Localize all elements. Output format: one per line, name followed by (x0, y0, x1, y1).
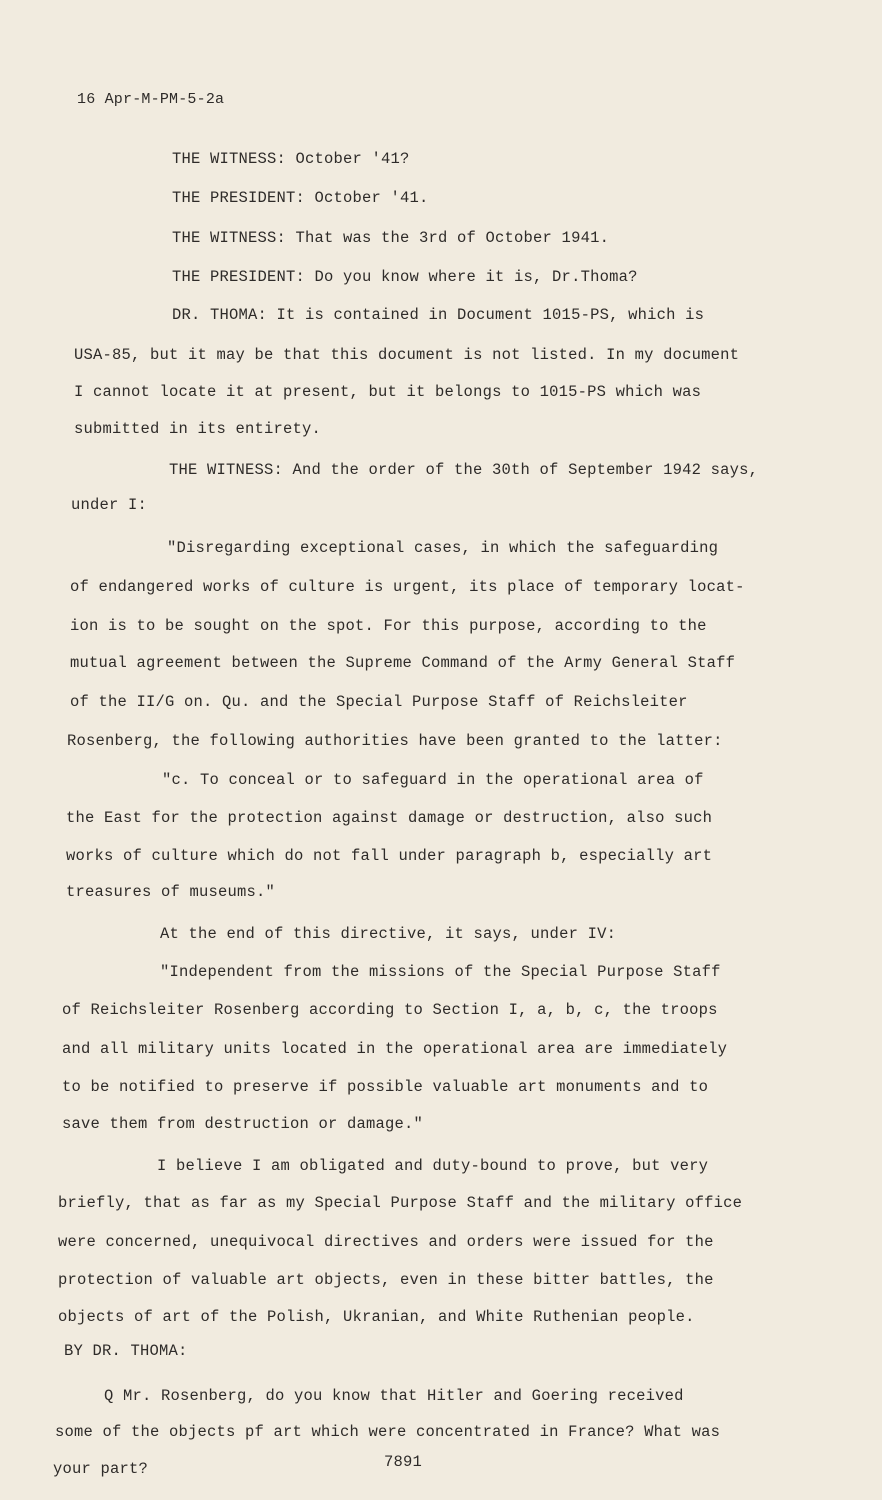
text-line: briefly, that as far as my Special Purpose Staff and the military office (58, 1194, 743, 1212)
text-line: works of culture which do not fall under paragraph b, especially art (66, 847, 713, 865)
text-line: your part? (53, 1460, 149, 1478)
text-line: I cannot locate it at present, but it belongs to 1015-PS which was (74, 383, 702, 401)
text-line: I believe I am obligated and duty-bound to prove, but very (157, 1157, 709, 1175)
text-line: were concerned, unequivocal directives and orders were issued for the (58, 1233, 714, 1251)
text-line: of endangered works of culture is urgent, its place of temporary locat- (70, 578, 745, 596)
text-line: of the II/G on. Qu. and the Special Purpose Staff of Reichsleiter (70, 693, 688, 711)
text-line: USA-85, but it may be that this document is not listed. In my document (74, 346, 740, 364)
text-line: to be notified to preserve if possible valuable art monuments and to (62, 1078, 709, 1096)
text-line: protection of valuable art objects, even in these bitter battles, the (58, 1271, 714, 1289)
text-line: "c. To conceal or to safeguard in the operational area of (162, 771, 704, 789)
text-line: BY DR. THOMA: (64, 1342, 188, 1360)
text-line: THE PRESIDENT: October '41. (172, 189, 429, 207)
text-line: the East for the protection against damage or destruction, also such (66, 809, 713, 827)
text-line: some of the objects pf art which were concentrated in France? What was (55, 1423, 721, 1441)
text-line: Q Mr. Rosenberg, do you know that Hitler and Goering received (104, 1387, 684, 1405)
text-line: "Disregarding exceptional cases, in which the safeguarding (167, 539, 719, 557)
text-line: treasures of museums." (66, 883, 276, 901)
text-line: Rosenberg, the following authorities have been granted to the latter: (67, 732, 723, 750)
text-line: At the end of this directive, it says, under IV: (160, 925, 617, 943)
text-line: save them from destruction or damage." (62, 1115, 424, 1133)
page-reference: 16 Apr-M-PM-5-2a (77, 91, 225, 108)
text-line: DR. THOMA: It is contained in Document 1015-PS, which is (172, 306, 705, 324)
text-line: and all military units located in the operational area are immediately (62, 1040, 728, 1058)
text-line: THE PRESIDENT: Do you know where it is, Dr.Thoma? (172, 268, 638, 286)
text-line: mutual agreement between the Supreme Command of the Army General Staff (70, 654, 736, 672)
text-line: submitted in its entirety. (74, 420, 322, 438)
text-line: THE WITNESS: October '41? (172, 150, 410, 168)
text-line: ion is to be sought on the spot. For this purpose, according to the (70, 617, 707, 635)
text-line: of Reichsleiter Rosenberg according to Section I, a, b, c, the troops (62, 1001, 718, 1019)
page-number: 7891 (384, 1453, 423, 1471)
text-line: objects of art of the Polish, Ukranian, and White Ruthenian people. (58, 1308, 695, 1326)
text-line: "Independent from the missions of the Special Purpose Staff (160, 963, 721, 981)
text-line: THE WITNESS: That was the 3rd of October 1941. (172, 229, 610, 247)
text-line: under I: (71, 496, 148, 514)
text-line: THE WITNESS: And the order of the 30th of September 1942 says, (169, 461, 759, 479)
